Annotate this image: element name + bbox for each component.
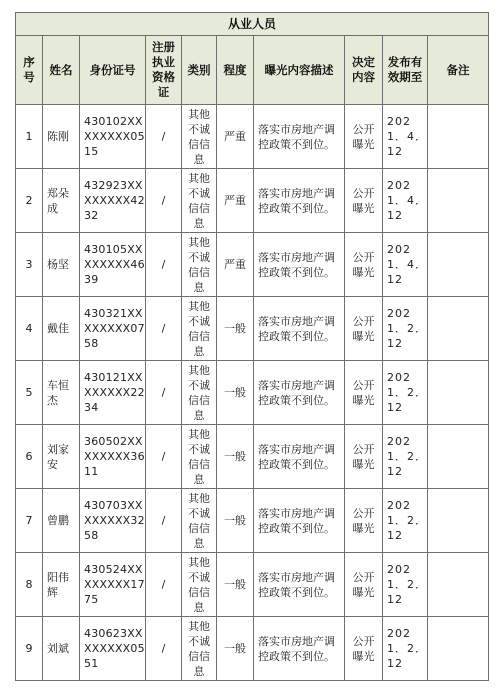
cell-cert: /	[146, 105, 182, 169]
header-remark: 备注	[428, 36, 489, 105]
cell-degree: 严重	[217, 233, 254, 297]
table-row	[16, 169, 489, 233]
cell-cert: /	[146, 233, 182, 297]
table-row	[16, 553, 489, 617]
cell-degree: 严重	[217, 105, 254, 169]
cell-cert: /	[146, 553, 182, 617]
cell-expiry: 2021．2．12	[383, 425, 428, 489]
cell-cert: /	[146, 297, 182, 361]
table-row	[16, 425, 489, 489]
cell-expiry: 2021．4．12	[383, 169, 428, 233]
cell-no: 8	[16, 553, 43, 617]
cell-degree: 一般	[217, 489, 254, 553]
cell-degree: 一般	[217, 617, 254, 681]
cell-description: 落实市房地产调控政策不到位。	[254, 425, 345, 489]
cell-no: 6	[16, 425, 43, 489]
cell-remark	[428, 617, 489, 681]
cell-name: 郑朵成	[43, 169, 80, 233]
cell-remark	[428, 489, 489, 553]
cell-id-number: 360502XXXXXXXX3611	[80, 425, 146, 489]
table-row	[16, 489, 489, 553]
cell-description: 落实市房地产调控政策不到位。	[254, 233, 345, 297]
cell-id-number: 430105XXXXXXXX4639	[80, 233, 146, 297]
cell-no: 3	[16, 233, 43, 297]
cell-description: 落实市房地产调控政策不到位。	[254, 361, 345, 425]
personnel-table	[15, 12, 489, 681]
cell-id-number: 430121XXXXXXXX2234	[80, 361, 146, 425]
cell-category: 其他不诚信信息	[182, 361, 217, 425]
table-body	[16, 105, 489, 681]
cell-decision: 公开曝光	[345, 105, 383, 169]
header-id: 身份证号	[80, 36, 146, 105]
cell-category: 其他不诚信信息	[182, 425, 217, 489]
header-category: 类别	[182, 36, 217, 105]
cell-expiry: 2021．2．12	[383, 489, 428, 553]
cell-expiry: 2021．2．12	[383, 361, 428, 425]
cell-id-number: 430703XXXXXXXX3258	[80, 489, 146, 553]
cell-name: 刘家安	[43, 425, 80, 489]
table-row	[16, 233, 489, 297]
cell-no: 9	[16, 617, 43, 681]
cell-description: 落实市房地产调控政策不到位。	[254, 169, 345, 233]
cell-degree: 一般	[217, 361, 254, 425]
cell-remark	[428, 553, 489, 617]
cell-expiry: 2021．2．12	[383, 553, 428, 617]
table-row	[16, 361, 489, 425]
header-cert: 注册执业资格证	[146, 36, 182, 105]
cell-name: 戴佳	[43, 297, 80, 361]
header-decision: 决定内容	[345, 36, 383, 105]
cell-id-number: 430102XXXXXXXX0515	[80, 105, 146, 169]
cell-remark	[428, 361, 489, 425]
cell-decision: 公开曝光	[345, 425, 383, 489]
table-title: 从业人员	[16, 13, 489, 36]
cell-id-number: 430321XXXXXXXX0758	[80, 297, 146, 361]
header-desc: 曝光内容描述	[254, 36, 345, 105]
cell-description: 落实市房地产调控政策不到位。	[254, 297, 345, 361]
cell-decision: 公开曝光	[345, 297, 383, 361]
cell-name: 陈刚	[43, 105, 80, 169]
cell-remark	[428, 233, 489, 297]
cell-cert: /	[146, 361, 182, 425]
cell-no: 4	[16, 297, 43, 361]
cell-decision: 公开曝光	[345, 617, 383, 681]
cell-id-number: 430623XXXXXXXX0551	[80, 617, 146, 681]
header-no: 序号	[16, 36, 43, 105]
cell-name: 刘斌	[43, 617, 80, 681]
cell-no: 5	[16, 361, 43, 425]
cell-expiry: 2021．2．12	[383, 617, 428, 681]
cell-expiry: 2021．2．12	[383, 297, 428, 361]
cell-no: 1	[16, 105, 43, 169]
cell-decision: 公开曝光	[345, 489, 383, 553]
cell-category: 其他不诚信信息	[182, 553, 217, 617]
cell-description: 落实市房地产调控政策不到位。	[254, 489, 345, 553]
table-row	[16, 105, 489, 169]
cell-no: 7	[16, 489, 43, 553]
cell-degree: 严重	[217, 169, 254, 233]
cell-description: 落实市房地产调控政策不到位。	[254, 105, 345, 169]
cell-remark	[428, 105, 489, 169]
header-name: 姓名	[43, 36, 80, 105]
cell-category: 其他不诚信信息	[182, 617, 217, 681]
cell-decision: 公开曝光	[345, 233, 383, 297]
cell-cert: /	[146, 425, 182, 489]
cell-cert: /	[146, 617, 182, 681]
cell-cert: /	[146, 489, 182, 553]
header-degree: 程度	[217, 36, 254, 105]
cell-name: 阳伟辉	[43, 553, 80, 617]
header-row	[16, 36, 489, 105]
cell-category: 其他不诚信信息	[182, 169, 217, 233]
cell-description: 落实市房地产调控政策不到位。	[254, 617, 345, 681]
cell-category: 其他不诚信信息	[182, 297, 217, 361]
cell-expiry: 2021．4．12	[383, 233, 428, 297]
cell-degree: 一般	[217, 297, 254, 361]
cell-degree: 一般	[217, 425, 254, 489]
cell-degree: 一般	[217, 553, 254, 617]
cell-remark	[428, 297, 489, 361]
cell-expiry: 2021．4．12	[383, 105, 428, 169]
cell-remark	[428, 425, 489, 489]
cell-no: 2	[16, 169, 43, 233]
cell-decision: 公开曝光	[345, 361, 383, 425]
cell-remark	[428, 169, 489, 233]
table-row	[16, 617, 489, 681]
cell-category: 其他不诚信信息	[182, 233, 217, 297]
cell-cert: /	[146, 169, 182, 233]
cell-decision: 公开曝光	[345, 553, 383, 617]
document-sheet	[15, 12, 488, 681]
header-expiry: 发布有效期至	[383, 36, 428, 105]
cell-name: 车恒杰	[43, 361, 80, 425]
table-row	[16, 297, 489, 361]
cell-category: 其他不诚信信息	[182, 489, 217, 553]
cell-category: 其他不诚信信息	[182, 105, 217, 169]
cell-id-number: 430524XXXXXXXX1775	[80, 553, 146, 617]
cell-decision: 公开曝光	[345, 169, 383, 233]
cell-name: 杨坚	[43, 233, 80, 297]
cell-description: 落实市房地产调控政策不到位。	[254, 553, 345, 617]
cell-name: 曾鹏	[43, 489, 80, 553]
cell-id-number: 432923XXXXXXXX4232	[80, 169, 146, 233]
